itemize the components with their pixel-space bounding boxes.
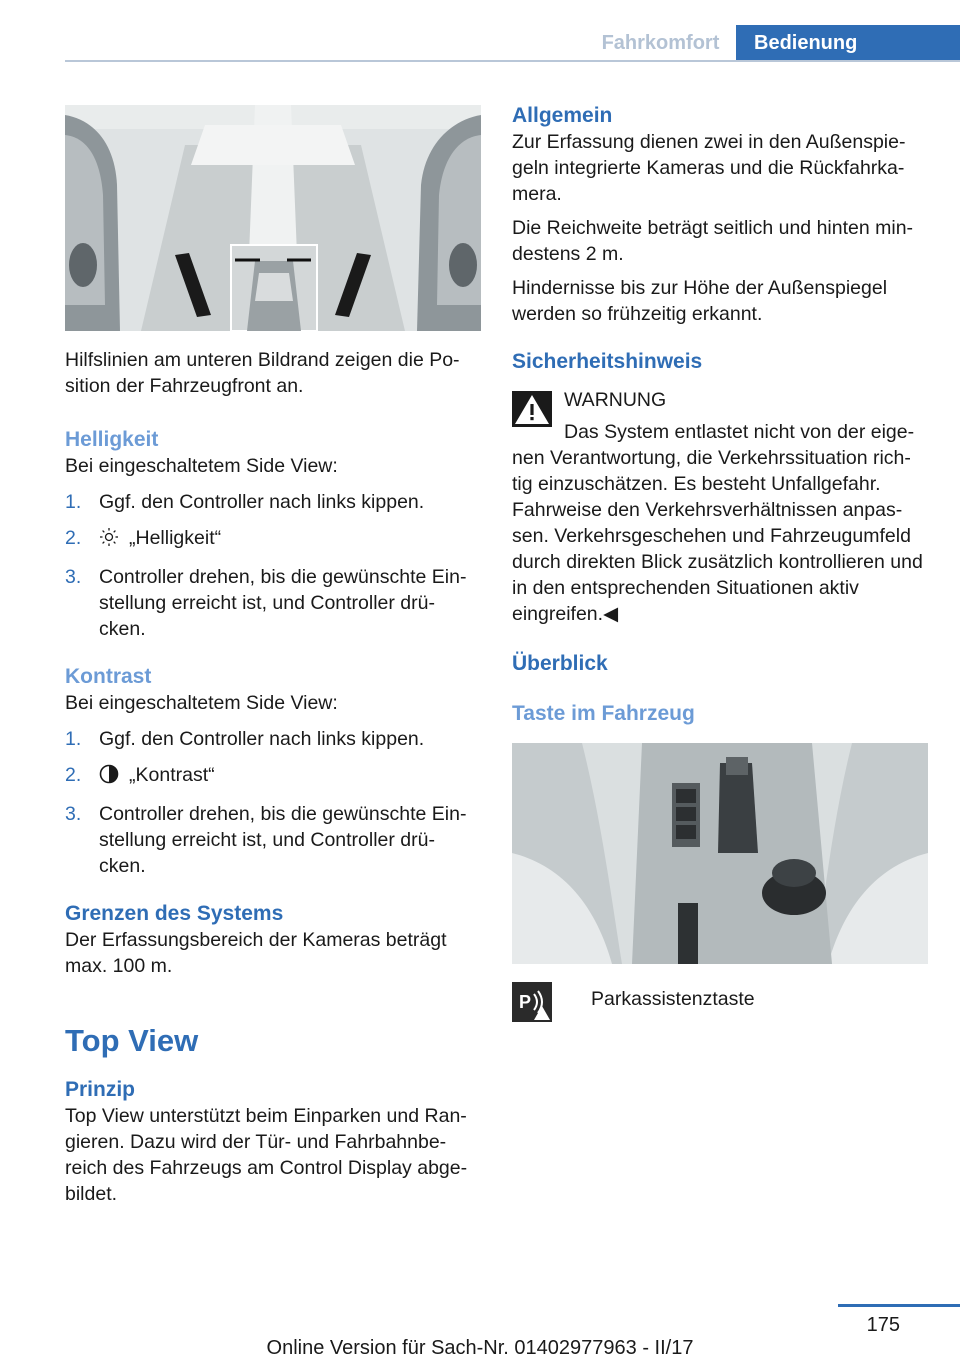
- step-text: Controller drehen, bis die gewünschte Ein‐ stellung erreicht ist, und Controller drü‐ cken.: [99, 566, 467, 640]
- list-item: [65, 801, 481, 879]
- footer-rule: [838, 1304, 960, 1307]
- step-text: Ggf. den Controller nach links kippen.: [99, 728, 425, 750]
- helligkeit-steps: [65, 489, 481, 642]
- figure-caption: Hilfslinien am unteren Bildrand zeigen die Po‐ sition der Fahrzeugfront an.: [65, 349, 460, 397]
- allgemein-p3: Hindernisse bis zur Höhe der Außenspiegel werden so frühzeitig erkannt.: [512, 277, 888, 325]
- list-item: [65, 762, 481, 791]
- heading-taste-im-fahrzeug: Taste im Fahrzeug: [512, 702, 695, 725]
- helligkeit-intro: Bei eingeschaltetem Side View:: [65, 455, 338, 477]
- warning-label: WARNUNG: [564, 389, 667, 411]
- step-number: 1.: [65, 728, 82, 750]
- heading-kontrast: Kontrast: [65, 665, 152, 688]
- heading-helligkeit: Helligkeit: [65, 428, 159, 451]
- section-title-top-view: Top View: [65, 1023, 199, 1058]
- step-number: 3.: [65, 566, 82, 588]
- header-section-tab: Fahrkomfort: [601, 32, 720, 54]
- step-text: „Kontrast“: [129, 764, 215, 786]
- parking-assist-button-row: [512, 982, 928, 1022]
- list-item: [65, 726, 481, 752]
- heading-prinzip: Prinzip: [65, 1078, 136, 1101]
- warning-box: [512, 387, 928, 627]
- heading-sicherheitshinweis: Sicherheitshinweis: [512, 350, 703, 373]
- step-text: Ggf. den Controller nach links kippen.: [99, 491, 425, 513]
- warning-text: nen Verantwortung, die Verkehrssituation rich‐ tig einzuschätzen. Es besteht Unfallgefahr. Fahrweise den Verkehrsverhältnissen anpas‐ sen. Verkehrsgeschehen und Fahrzeugumfeld durch direkten Blick zusätzlich kontrollieren und in den entsprechenden Situationen aktiv eingreifen.◀: [512, 447, 923, 625]
- allgemein-p2: Die Reichweite beträgt seitlich und hinten min‐ destens 2 m.: [512, 217, 914, 265]
- kontrast-steps: [65, 726, 481, 879]
- top-view-camera-image: [65, 105, 481, 331]
- page-number: 175: [866, 1314, 900, 1336]
- kontrast-intro: Bei eingeschaltetem Side View:: [65, 692, 338, 714]
- sun-icon: [99, 527, 119, 554]
- heading-ueberblick: Überblick: [512, 652, 608, 675]
- list-item: [65, 564, 481, 642]
- warning-text-first: Das System entlastet nicht von der eige‐: [564, 421, 915, 443]
- grenzen-text: Der Erfassungsbereich der Kameras beträgt max. 100 m.: [65, 929, 447, 977]
- prinzip-text: Top View unterstützt beim Einparken und Ran‐ gieren. Dazu wird der Tür- und Fahrbahnbe‐ reich des Fahrzeugs am Control Display abge‐ bildet.: [65, 1105, 468, 1205]
- parking-assist-icon: [512, 982, 552, 1022]
- list-item: [65, 489, 481, 515]
- left-column: [65, 100, 481, 1207]
- heading-grenzen: Grenzen des Systems: [65, 902, 284, 925]
- step-number: 3.: [65, 803, 82, 825]
- allgemein-p1: Zur Erfassung dienen zwei in den Außenspie‐ geln integrierte Kameras und die Rückfahrka‐ mera.: [512, 131, 906, 205]
- parking-assist-label: Parkassistenztaste: [591, 988, 755, 1010]
- contrast-icon: [99, 764, 119, 791]
- step-number: 1.: [65, 491, 82, 513]
- center-console-image: [512, 743, 928, 964]
- online-version-note: Online Version für Sach-Nr. 01402977963 - II/17: [266, 1337, 694, 1359]
- heading-allgemein: Allgemein: [512, 104, 613, 127]
- step-number: 2.: [65, 527, 82, 549]
- step-text: Controller drehen, bis die gewünschte Ein‐ stellung erreicht ist, und Controller drü‐ cken.: [99, 803, 467, 877]
- step-number: 2.: [65, 764, 82, 786]
- step-text: „Helligkeit“: [129, 527, 222, 549]
- header-active-tab: Bedienung: [736, 25, 960, 62]
- warning-triangle-icon: [512, 391, 552, 427]
- svg-text:P: P: [519, 992, 532, 1012]
- right-column: [512, 100, 928, 1022]
- list-item: [65, 525, 481, 554]
- header-rule: [65, 60, 960, 62]
